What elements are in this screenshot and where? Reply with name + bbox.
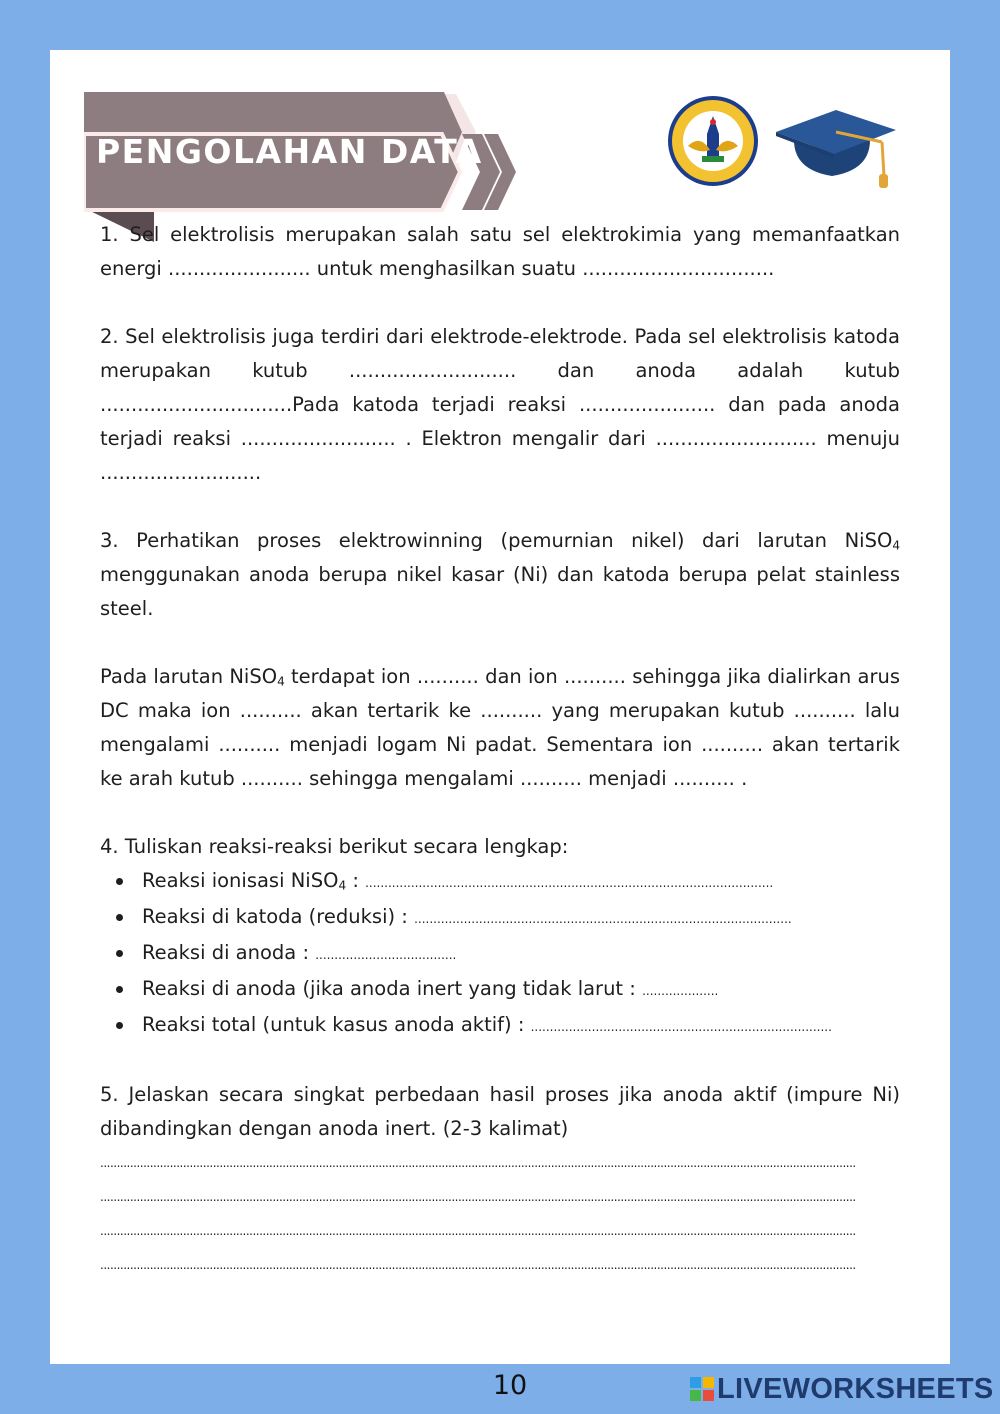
q1-blank-product[interactable]: ............................... bbox=[582, 257, 775, 280]
q2-blank-anode-reaction[interactable]: ......................... bbox=[240, 427, 396, 450]
q3-blank[interactable]: .......... bbox=[563, 665, 626, 688]
q3-text: menggunakan anoda berupa nikel kasar (Ni) dan katoda berupa pelat stainless steel. bbox=[100, 563, 900, 620]
bullet-icon bbox=[116, 914, 123, 921]
reaction-label: Reaksi ionisasi NiSO bbox=[142, 869, 339, 892]
q2-text: Pada katoda terjadi reaksi bbox=[292, 393, 579, 416]
q3-text: . bbox=[734, 767, 748, 790]
reaction-label: Reaksi di anoda : bbox=[142, 941, 316, 964]
q2-text: dan pada anoda terjadi reaksi bbox=[100, 393, 900, 450]
q3-text: lalu mengalami bbox=[100, 699, 901, 756]
brand-text: LIVEWORKSHEETS bbox=[717, 1372, 994, 1405]
list-item bbox=[100, 900, 900, 936]
question-4-intro: 4. Tuliskan reaksi-reaksi berikut secara lengkap: bbox=[100, 835, 569, 858]
reaction-blank[interactable]: ........................................................................................................... bbox=[365, 876, 774, 890]
list-item bbox=[100, 1008, 900, 1044]
subscript: 4 bbox=[277, 674, 285, 689]
q3-blank[interactable]: .......... bbox=[240, 767, 303, 790]
q3-text: sehingga jika dialirkan arus DC maka ion bbox=[100, 665, 900, 722]
answer-line[interactable]: .................................................................................................................................................................................................................................... bbox=[100, 1224, 856, 1238]
reaction-list bbox=[100, 864, 900, 1044]
liveworksheets-brand[interactable] bbox=[690, 1373, 994, 1405]
q3-text: sehingga mengalami bbox=[302, 767, 520, 790]
q3-text: dan ion bbox=[478, 665, 564, 688]
reaction-label: : bbox=[346, 869, 366, 892]
reaction-blank[interactable]: .................... bbox=[642, 984, 719, 998]
q2-text: menuju bbox=[816, 427, 900, 450]
question-1 bbox=[100, 218, 900, 286]
reaction-label: Reaksi di katoda (reduksi) : bbox=[142, 905, 415, 928]
bullet-icon bbox=[116, 986, 123, 993]
q3-text: Pada larutan NiSO bbox=[100, 665, 278, 688]
worksheet-content bbox=[100, 218, 900, 1282]
q3-blank[interactable]: .......... bbox=[480, 699, 543, 722]
q2-text: 2. Sel elektrolisis juga terdiri dari elektrode-elektrode. Pada sel elektrolisis katoda merupakan kutub bbox=[100, 325, 900, 382]
q2-blank-electron-to[interactable]: .......................... bbox=[100, 461, 262, 484]
question-3-fill bbox=[100, 660, 900, 796]
reaction-blank[interactable]: ................................................................................................... bbox=[414, 912, 792, 926]
q3-text: akan tertarik ke bbox=[301, 699, 481, 722]
q3-text: terdapat ion bbox=[284, 665, 417, 688]
q3-blank[interactable]: .......... bbox=[416, 665, 479, 688]
q3-blank[interactable]: .......... bbox=[519, 767, 582, 790]
q2-blank-cathode-reaction[interactable]: ...................... bbox=[578, 393, 716, 416]
q2-text: dan anoda adalah kutub bbox=[516, 359, 900, 382]
q3-blank[interactable]: .......... bbox=[672, 767, 735, 790]
bullet-icon bbox=[116, 878, 123, 885]
answer-line[interactable]: .................................................................................................................................................................................................................................... bbox=[100, 1190, 856, 1204]
q3-text: menjadi logam Ni padat. Sementara ion bbox=[280, 733, 702, 756]
reaction-label: Reaksi di anoda (jika anoda inert yang tidak larut : bbox=[142, 977, 643, 1000]
list-item bbox=[100, 936, 900, 972]
university-seal-icon bbox=[666, 94, 760, 188]
page-number: 10 bbox=[492, 1370, 528, 1401]
subscript: 4 bbox=[338, 878, 347, 893]
question-2 bbox=[100, 320, 900, 490]
q3-text: menjadi bbox=[581, 767, 673, 790]
reaction-blank[interactable]: ..................................... bbox=[315, 948, 457, 962]
graduation-cap-icon bbox=[772, 102, 898, 192]
subscript: 4 bbox=[892, 538, 900, 553]
q2-text: . Elektron mengalir dari bbox=[395, 427, 656, 450]
q1-text: 1. Sel elektrolisis merupakan salah satu sel elektrokimia yang memanfaatkan energi bbox=[100, 223, 900, 280]
reaction-label: Reaksi total (untuk kasus anoda aktif) : bbox=[142, 1013, 531, 1036]
q2-blank-anode-pole[interactable]: ............................... bbox=[100, 393, 293, 416]
q1-text: untuk menghasilkan suatu bbox=[310, 257, 583, 280]
q2-blank-electron-from[interactable]: .......................... bbox=[655, 427, 817, 450]
answer-line[interactable]: .................................................................................................................................................................................................................................... bbox=[100, 1258, 856, 1272]
list-item bbox=[100, 864, 900, 900]
question-5: 5. Jelaskan secara singkat perbedaan hasil proses jika anoda aktif (impure Ni) dibandingkan dengan anoda inert. (2-3 kalimat) bbox=[100, 1083, 900, 1140]
liveworksheets-logo-icon bbox=[690, 1377, 714, 1401]
q2-blank-cathode-pole[interactable]: ........................... bbox=[348, 359, 517, 382]
q3-blank[interactable]: .......... bbox=[218, 733, 281, 756]
bullet-icon bbox=[116, 950, 123, 957]
answer-line[interactable]: .................................................................................................................................................................................................................................... bbox=[100, 1156, 856, 1170]
q3-text: akan tertarik ke arah kutub bbox=[100, 733, 900, 790]
q3-blank[interactable]: .......... bbox=[701, 733, 764, 756]
page-title: PENGOLAHAN DATA bbox=[96, 132, 483, 171]
list-item bbox=[100, 972, 900, 1008]
question-3-intro bbox=[100, 524, 900, 626]
bullet-icon bbox=[116, 1022, 123, 1029]
worksheet-page bbox=[50, 50, 950, 1364]
q3-text: yang merupakan kutub bbox=[542, 699, 794, 722]
reaction-blank[interactable]: ............................................................................... bbox=[530, 1020, 832, 1034]
q3-blank[interactable]: .......... bbox=[239, 699, 302, 722]
q3-text: 3. Perhatikan proses elektrowinning (pemurnian nikel) dari larutan NiSO bbox=[100, 529, 893, 552]
q1-blank-energy[interactable]: ....................... bbox=[168, 257, 311, 280]
q3-blank[interactable]: .......... bbox=[793, 699, 856, 722]
